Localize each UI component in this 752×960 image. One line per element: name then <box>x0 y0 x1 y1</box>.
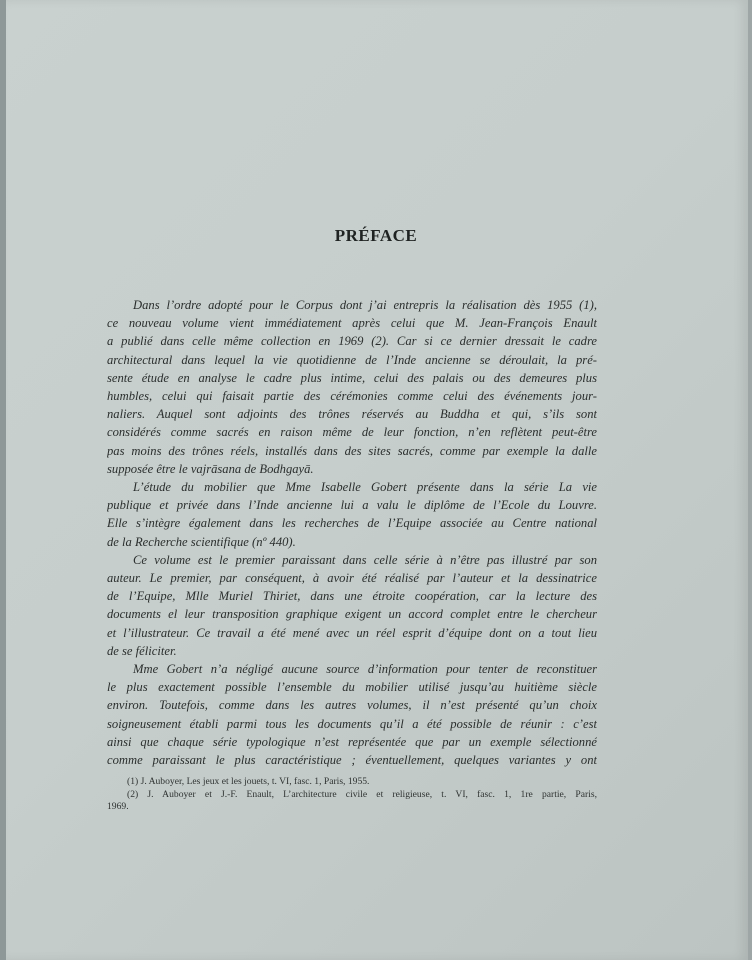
text-line: de la Recherche scientifique (nº 440). <box>107 534 296 549</box>
text-line: de l’Equipe, Mlle Muriel Thiriet, dans une étroite coopération, car la lecture des <box>107 589 597 604</box>
text-line: le plus exactement possible l’ensemble du mobilier utilisé jusqu’au huitième siècle <box>107 680 597 695</box>
text-line: naliers. Auquel sont adjoints des trônes réservés au Buddha et qui, s’ils sont <box>107 407 597 422</box>
text-line: environ. Toutefois, comme dans les autres volumes, il n’est présenté qu’un choix <box>107 698 597 713</box>
preface-body <box>107 296 597 769</box>
text-line: considérés comme sacrés en raison même de leur fonction, n’en reflètent peut-être <box>107 425 597 440</box>
text-line: architectural dans lequel la vie quotidienne de l’Inde ancienne se déroulait, la pré- <box>107 352 597 367</box>
footnotes <box>107 776 597 814</box>
text-line: Ce volume est le premier paraissant dans celle série à n’être pas illustré par son <box>133 552 597 567</box>
page-title: PRÉFACE <box>334 226 418 245</box>
text-line: Dans l’ordre adopté pour le Corpus dont j’ai entrepris la réalisation dès 1955 (1), <box>133 298 597 312</box>
text-line: sente étude en analyse le cadre plus intime, celui des palais ou des demeures plus <box>107 370 597 385</box>
text-line: comme paraissant le plus caractéristique ; éventuellement, quelques variantes y ont <box>107 753 597 768</box>
text-line: ainsi que chaque série typologique n’est représentée que par un exemple sélectionné <box>107 734 597 749</box>
text-line: a publié dans celle même collection en 1969 (2). Car si ce dernier dressait le cadre <box>107 334 597 349</box>
text-line: soigneusement établi parmi tous les documents qu’il a été possible de réunir : c’est <box>107 716 597 731</box>
text-line: et l’illustrateur. Ce travail a été mené avec un réel esprit d’équipe dont on a tout lieu <box>107 625 597 640</box>
text-line: humbles, celui qui faisait partie des cérémonies comme celui des événements jour- <box>107 389 597 404</box>
footnote-1: (1) J. Auboyer, Les jeux et les jouets, t. VI, fasc. 1, Paris, 1955. <box>127 776 370 787</box>
text-line: auteur. Le premier, par conséquent, à avoir été réalisé par l’auteur et la dessinatrice <box>107 571 597 586</box>
paragraph <box>107 551 597 660</box>
footnote-2: (2) J. Auboyer et J.-F. Enault, L’architecture civile et religieuse, t. VI, fasc. 1, 1re partie, Paris, <box>127 788 597 800</box>
text-line: documents el leur transposition graphique exigent un accord complet entre le chercheur <box>107 607 597 622</box>
text-line: supposée être le vajrāsana de Bodhgayā. <box>107 461 314 476</box>
paragraph <box>107 478 597 551</box>
paragraph <box>107 296 597 478</box>
text-line: de se féliciter. <box>107 643 177 658</box>
footnote-2-continued: 1969. <box>107 801 129 812</box>
text-line: pas moins des trônes réels, installés dans des sites sacrés, comme par exemple la dalle <box>107 443 597 458</box>
text-line: L’étude du mobilier que Mme Isabelle Gobert présente dans la série La vie <box>133 480 597 495</box>
text-line: Elle s’intègre également dans les recherches de l’Equipe associée au Centre national <box>107 516 597 531</box>
text-line: ce nouveau volume vient immédiatement après celui que M. Jean-François Enault <box>107 316 597 331</box>
text-line: Mme Gobert n’a négligé aucune source d’information pour tenter de reconstituer <box>133 662 597 677</box>
paragraph <box>107 660 597 769</box>
text-line: publique et privée dans l’Inde ancienne lui a valu le diplôme de l’Ecole du Louvre. <box>107 498 597 513</box>
